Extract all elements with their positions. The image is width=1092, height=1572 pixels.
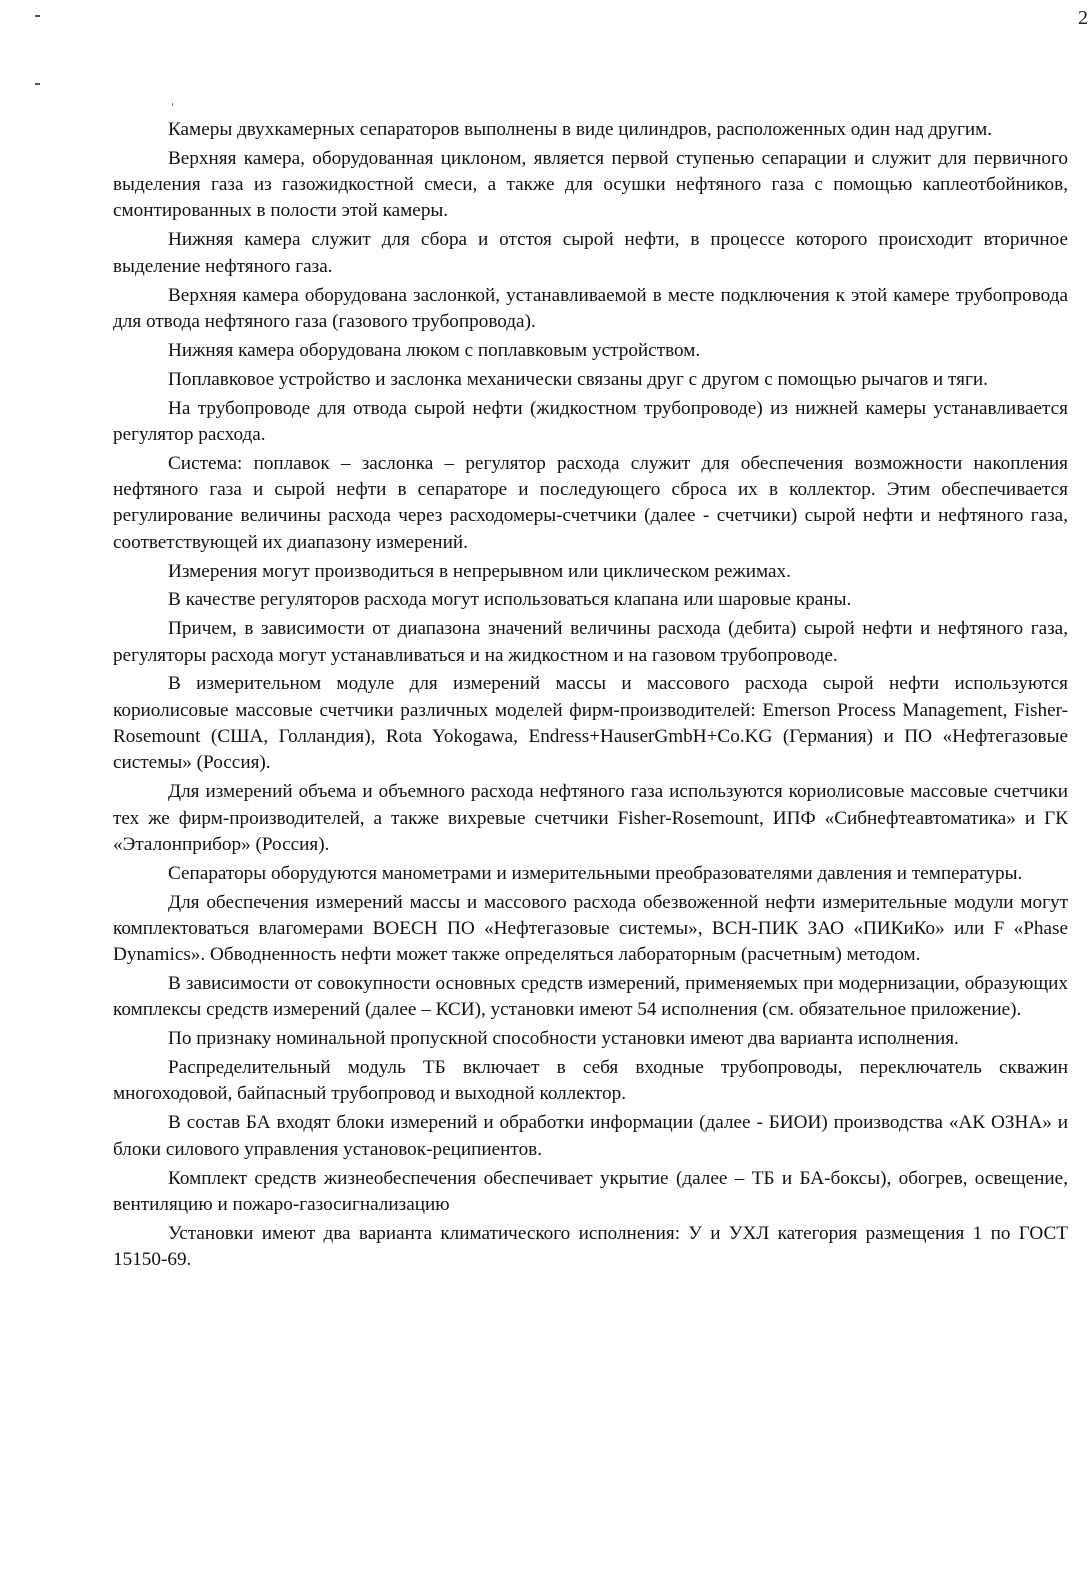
page-number: 2 xyxy=(1078,7,1088,29)
paragraph: Поплавковое устройство и заслонка механически связаны друг с другом с помощью рычагов и тяги. xyxy=(168,368,988,390)
paragraph: Система: поплавок – заслонка – регулятор расхода служит для обеспечения возможности накопления нефтяного газа и сырой нефти в сепараторе и последующего сброса их в коллектор. Этим обеспечивается регулирование величины расхода через расходомеры-счетчики (далее - счетчики) сырой нефти и нефтяного газа, соответствующей их диапазону измерений. xyxy=(113,452,1068,553)
paragraph: Верхняя камера, оборудованная циклоном, является первой ступенью сепарации и служит для первичного выделения газа из газожидкостной смеси, а также для осушки нефтяного газа с помощью каплеотбойников, смонтированных в полости этой камеры. xyxy=(113,147,1068,222)
paragraph: По признаку номинальной пропускной способности установки имеют два варианта исполнения. xyxy=(168,1028,959,1050)
document-body xyxy=(113,117,1068,1276)
paragraph: Нижняя камера служит для сбора и отстоя сырой нефти, в процессе которого происходит вторичное выделение нефтяного газа. xyxy=(113,229,1068,277)
paragraph: Сепараторы оборудуются манометрами и измерительными преобразователями давления и температуры. xyxy=(168,862,1023,884)
paragraph: В зависимости от совокупности основных средств измерений, применяемых при модернизации, образующих комплексы средств измерений (далее – КСИ), установки имеют 54 исполнения (см. обязательное приложение). xyxy=(113,973,1068,1021)
paragraph: В состав БА входят блоки измерений и обработки информации (далее - БИОИ) производства «АК ОЗНА» и блоки силового управления установок-реципиентов. xyxy=(113,1112,1068,1160)
paragraph: Причем, в зависимости от диапазона значений величины расхода (дебита) сырой нефти и нефтяного газа, регуляторы расхода могут устанавливаться и на жидкостном и на газовом трубопроводе. xyxy=(113,618,1068,666)
paragraph: Установки имеют два варианта климатического исполнения: У и УХЛ категория размещения 1 по ГОСТ 15150-69. xyxy=(113,1222,1068,1271)
paragraph: Для измерений объема и объемного расхода нефтяного газа используются кориолисовые массовые счетчики тех же фирм-производителей, а также вихревые счетчики Fisher-Rosemount, ИПФ «Сибнефтеавтоматика» и ГК «Эталонприбор» (Россия). xyxy=(113,781,1068,855)
paragraph: Верхняя камера оборудована заслонкой, устанавливаемой в месте подключения к этой камере трубопровода для отвода нефтяного газа (газового трубопровода). xyxy=(113,284,1068,332)
paragraph: Для обеспечения измерений массы и массового расхода обезвоженной нефти измерительные модули могут комплектоваться влагомерами ВОЕСН ПО «Нефтегазовые системы», ВСН-ПИК ЗАО «ПИКиКо» или F «Phase Dynamics». Обводненность нефти может также определяться лабораторным (расчетным) методом. xyxy=(113,891,1068,966)
paragraph: Измерения могут производиться в непрерывном или циклическом режимах. xyxy=(168,560,791,582)
paragraph: Распределительный модуль ТБ включает в себя входные трубопроводы, переключатель скважин многоходовой, байпасный трубопровод и выходной коллектор. xyxy=(113,1057,1068,1105)
scan-artifact xyxy=(35,15,40,17)
paragraph: Нижняя камера оборудована люком с поплавковым устройством. xyxy=(168,339,701,361)
paragraph: Камеры двухкамерных сепараторов выполнены в виде цилиндров, расположенных один над другим. xyxy=(168,119,993,140)
paragraph: В измерительном модуле для измерений массы и массового расхода сырой нефти используются кориолисовые массовые счетчики различных моделей фирм-производителей: Emerson Process Management, Fisher-Rosemount (США, Голландия), Rota Yokogawa, Endress+HauserGmbH+Co.KG (Германия) и ПО «Нефтегазовые системы» (Россия). xyxy=(113,673,1068,774)
paragraph: На трубопроводе для отвода сырой нефти (жидкостном трубопроводе) из нижней камеры устанавливается регулятор расхода. xyxy=(113,397,1068,445)
scan-artifact xyxy=(35,83,40,85)
paragraph: Комплект средств жизнеобеспечения обеспечивает укрытие (далее – ТБ и БА-боксы), обогрев, освещение, вентиляцию и пожаро-газосигнализацию xyxy=(113,1167,1068,1215)
paragraph: В качестве регуляторов расхода могут использоваться клапана или шаровые краны. xyxy=(168,589,852,611)
scan-artifact xyxy=(172,103,173,106)
